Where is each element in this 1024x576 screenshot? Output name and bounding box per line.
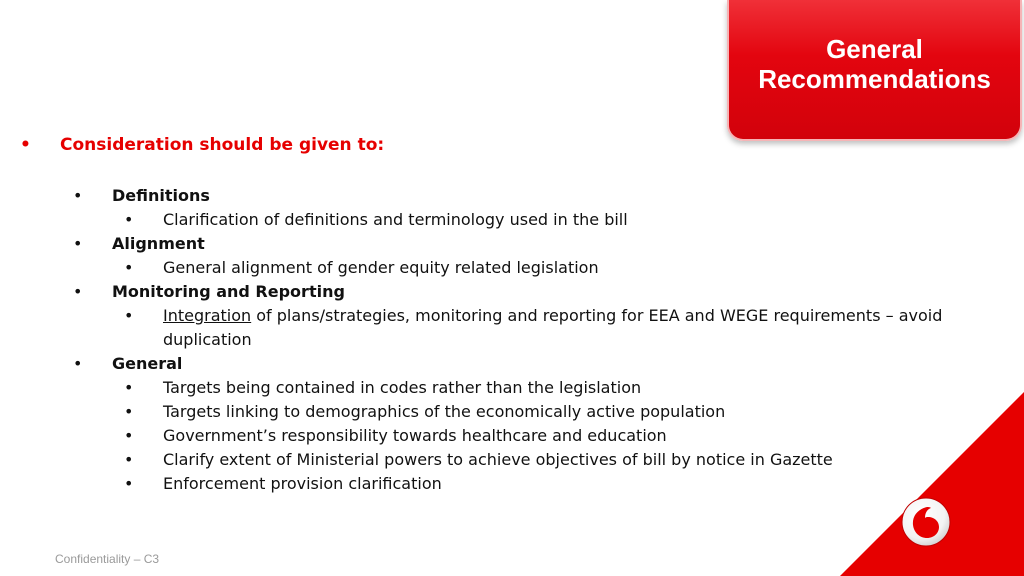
bullet: • — [124, 306, 134, 325]
title-line-1: General — [826, 33, 923, 64]
bullet: • — [20, 135, 31, 155]
bullet: • — [73, 186, 83, 205]
list-item: • Enforcement provision clarification — [0, 472, 1024, 496]
slide-title — [758, 34, 991, 94]
list-item: • Integration of plans/strategies, monitoring and reporting for EEA and WEGE requirements – avoid duplication — [124, 306, 943, 349]
section-heading-definitions: • Definitions — [0, 184, 1024, 208]
bullet: • — [124, 378, 134, 397]
bullet: • — [73, 234, 83, 253]
list-item: • General alignment of gender equity related legislation — [0, 256, 1024, 280]
underlined-term: Integration — [163, 306, 252, 325]
bullet: • — [124, 450, 134, 469]
bullet: • — [124, 258, 134, 277]
list-item: • Government’s responsibility towards healthcare and education — [0, 424, 1024, 448]
bullet: • — [73, 354, 83, 373]
recommendation-list — [0, 184, 1024, 496]
list-item: • Targets linking to demographics of the economically active population — [0, 400, 1024, 424]
title-box — [727, 0, 1022, 141]
intro-line — [20, 135, 384, 155]
list-item: • Targets being contained in codes rather than the legislation — [0, 376, 1024, 400]
section-heading-general: • General — [0, 352, 1024, 376]
list-item: • Clarify extent of Ministerial powers to achieve objectives of bill by notice in Gazette — [0, 448, 1024, 472]
list-item: • Clarification of definitions and terminology used in the bill — [0, 208, 1024, 232]
confidentiality-footer: Confidentiality – C3 — [55, 552, 160, 566]
section-heading-monitoring: • Monitoring and Reporting — [0, 280, 1024, 304]
bullet: • — [124, 210, 134, 229]
bullet: • — [124, 426, 134, 445]
bullet: • — [73, 282, 83, 301]
vodafone-speechmark-icon — [900, 496, 952, 548]
section-heading-alignment: • Alignment — [0, 232, 1024, 256]
title-line-2: Recommendations — [758, 63, 991, 94]
bullet: • — [124, 402, 134, 421]
bullet: • — [124, 474, 134, 493]
intro-text: Consideration should be given to: — [60, 135, 385, 155]
